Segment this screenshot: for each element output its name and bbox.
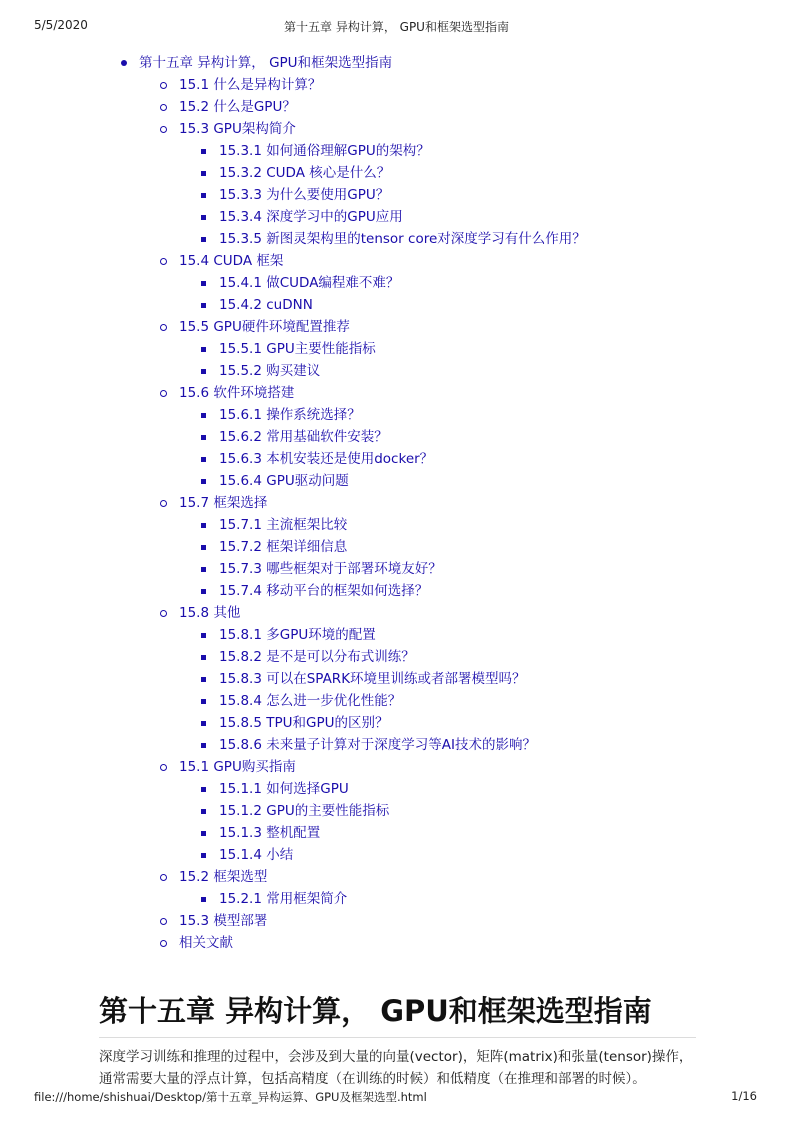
toc-item [0, 734, 793, 756]
toc-item [0, 492, 793, 514]
bullet-icon [201, 567, 206, 572]
toc-item [0, 426, 793, 448]
bullet-icon [201, 193, 206, 198]
toc-link[interactable]: 15.8 其他 [179, 605, 241, 621]
toc-link[interactable]: 15.8.3 可以在SPARK环境里训练或者部署模型吗？ [219, 671, 526, 687]
toc-item [0, 536, 793, 558]
toc-link[interactable]: 15.7 框架选择 [179, 495, 268, 511]
bullet-icon [201, 347, 206, 352]
toc-item [0, 250, 793, 272]
toc-link[interactable]: 15.3 模型部署 [179, 913, 268, 929]
toc-item [0, 580, 793, 602]
print-date: 5/5/2020 [34, 18, 88, 32]
toc-link[interactable]: 15.6.1 操作系统选择？ [219, 407, 361, 423]
toc-link[interactable]: 15.1 什么是异构计算？ [179, 77, 322, 93]
toc-link[interactable]: 15.6 软件环境搭建 [179, 385, 295, 401]
print-title: 第十五章 异构计算， GPU和框架选型指南 [284, 20, 509, 34]
toc-link[interactable]: 15.7.1 主流框架比较 [219, 517, 348, 533]
chapter-heading: 第十五章 异构计算， GPU和框架选型指南 [99, 991, 696, 1038]
toc-link[interactable]: 15.7.3 哪些框架对于部署环境友好？ [219, 561, 442, 577]
bullet-icon [160, 104, 167, 111]
bullet-icon [160, 258, 167, 265]
toc-link[interactable]: 15.6.2 常用基础软件安装？ [219, 429, 388, 445]
toc-link[interactable]: 15.1.4 小结 [219, 847, 294, 863]
bullet-icon [201, 677, 206, 682]
toc-item [0, 162, 793, 184]
toc-item [0, 910, 793, 932]
toc-item [0, 822, 793, 844]
bullet-icon [201, 523, 206, 528]
bullet-icon [201, 215, 206, 220]
bullet-icon [201, 589, 206, 594]
toc-link[interactable]: 15.7.4 移动平台的框架如何选择？ [219, 583, 429, 599]
bullet-icon [201, 545, 206, 550]
toc-item [0, 866, 793, 888]
toc-item [0, 602, 793, 624]
toc-item [0, 74, 793, 96]
bullet-icon [201, 787, 206, 792]
bullet-icon [160, 390, 167, 397]
toc-list [0, 52, 793, 954]
toc-link[interactable]: 15.8.4 怎么进一步优化性能？ [219, 693, 402, 709]
bullet-icon [201, 897, 206, 902]
bullet-icon [201, 831, 206, 836]
toc-link[interactable]: 15.1.2 GPU的主要性能指标 [219, 803, 390, 819]
bullet-icon [201, 457, 206, 462]
toc-item [0, 558, 793, 580]
toc-link[interactable]: 15.5.2 购买建议 [219, 363, 321, 379]
bullet-icon [160, 126, 167, 133]
bullet-icon [160, 324, 167, 331]
table-of-contents [0, 52, 793, 954]
toc-link[interactable]: 相关文献 [179, 935, 233, 951]
toc-link[interactable]: 15.5 GPU硬件环境配置推荐 [179, 319, 350, 335]
bullet-icon [201, 721, 206, 726]
bullet-icon [201, 655, 206, 660]
bullet-icon [160, 918, 167, 925]
toc-item [0, 316, 793, 338]
bullet-icon [201, 699, 206, 704]
toc-link[interactable]: 15.1.1 如何选择GPU [219, 781, 349, 797]
toc-item [0, 800, 793, 822]
bullet-icon [160, 82, 167, 89]
toc-link[interactable]: 15.3.3 为什么要使用GPU？ [219, 187, 390, 203]
toc-item [0, 118, 793, 140]
bullet-icon [160, 500, 167, 507]
toc-link[interactable]: 15.8.1 多GPU环境的配置 [219, 627, 376, 643]
toc-item [0, 338, 793, 360]
toc-item [0, 404, 793, 426]
bullet-icon [201, 435, 206, 440]
bullet-icon [201, 171, 206, 176]
bullet-icon [201, 237, 206, 242]
toc-item [0, 470, 793, 492]
toc-item [0, 96, 793, 118]
bullet-icon [160, 874, 167, 881]
bullet-icon [160, 610, 167, 617]
toc-item [0, 712, 793, 734]
toc-item [0, 360, 793, 382]
toc-link[interactable]: 15.4 CUDA 框架 [179, 253, 284, 269]
toc-link[interactable]: 15.1.3 整机配置 [219, 825, 321, 841]
bullet-icon [160, 764, 167, 771]
bullet-icon [201, 413, 206, 418]
file-path: file:///home/shishuai/Desktop/第十五章_异构运算、GPU及框架选型.html [34, 1090, 427, 1104]
toc-link[interactable]: 15.4.1 做CUDA编程难不难？ [219, 275, 400, 291]
toc-item [0, 184, 793, 206]
toc-item [0, 690, 793, 712]
toc-link[interactable]: 15.4.2 cuDNN [219, 297, 313, 313]
toc-item [0, 624, 793, 646]
toc-link[interactable]: 第十五章 异构计算， GPU和框架选型指南 [139, 55, 393, 71]
bullet-icon [201, 809, 206, 814]
page-number: 1/16 [731, 1089, 757, 1103]
bullet-icon [201, 743, 206, 748]
toc-link[interactable]: 15.5.1 GPU主要性能指标 [219, 341, 376, 357]
toc-item [0, 382, 793, 404]
bullet-icon [201, 853, 206, 858]
toc-item [0, 932, 793, 954]
toc-link[interactable]: 15.6.4 GPU驱动问题 [219, 473, 349, 489]
toc-link[interactable]: 15.3 GPU架构简介 [179, 121, 296, 137]
toc-link[interactable]: 15.3.5 新图灵架构里的tensor core对深度学习有什么作用？ [219, 231, 586, 247]
toc-item [0, 272, 793, 294]
toc-item [0, 514, 793, 536]
toc-item [0, 228, 793, 250]
bullet-icon [201, 479, 206, 484]
toc-link[interactable]: 15.6.3 本机安装还是使用docker？ [219, 451, 434, 467]
toc-link[interactable]: 15.3.1 如何通俗理解GPU的架构？ [219, 143, 430, 159]
bullet-icon [121, 60, 127, 66]
bullet-icon [201, 633, 206, 638]
toc-item [0, 888, 793, 910]
toc-item [0, 448, 793, 470]
bullet-icon [160, 940, 167, 947]
intro-paragraph: 深度学习训练和推理的过程中，会涉及到大量的向量(vector)，矩阵(matrix)和张量(tensor)操作，通常需要大量的浮点计算，包括高精度（在训练的时候）和低精度（在推理和部署的时候）。 [99, 1048, 693, 1087]
toc-link[interactable]: 15.8.2 是不是可以分布式训练？ [219, 649, 415, 665]
toc-link[interactable]: 15.3.2 CUDA 核心是什么？ [219, 165, 391, 181]
bullet-icon [201, 303, 206, 308]
toc-item [0, 756, 793, 778]
toc-item [0, 140, 793, 162]
toc-link[interactable]: 15.3.4 深度学习中的GPU应用 [219, 209, 403, 225]
toc-item [0, 778, 793, 800]
toc-link[interactable]: 15.2 框架选型 [179, 869, 268, 885]
bullet-icon [201, 149, 206, 154]
toc-link[interactable]: 15.8.6 未来量子计算对于深度学习等AI技术的影响？ [219, 737, 536, 753]
toc-link[interactable]: 15.8.5 TPU和GPU的区别？ [219, 715, 389, 731]
toc-item [0, 646, 793, 668]
toc-link[interactable]: 15.2.1 常用框架简介 [219, 891, 348, 907]
toc-item [0, 668, 793, 690]
toc-item [0, 294, 793, 316]
toc-item [0, 206, 793, 228]
bullet-icon [201, 369, 206, 374]
toc-link[interactable]: 15.2 什么是GPU？ [179, 99, 296, 115]
bullet-icon [201, 281, 206, 286]
toc-item [0, 52, 793, 74]
toc-link[interactable]: 15.7.2 框架详细信息 [219, 539, 348, 555]
toc-link[interactable]: 15.1 GPU购买指南 [179, 759, 296, 775]
toc-item [0, 844, 793, 866]
